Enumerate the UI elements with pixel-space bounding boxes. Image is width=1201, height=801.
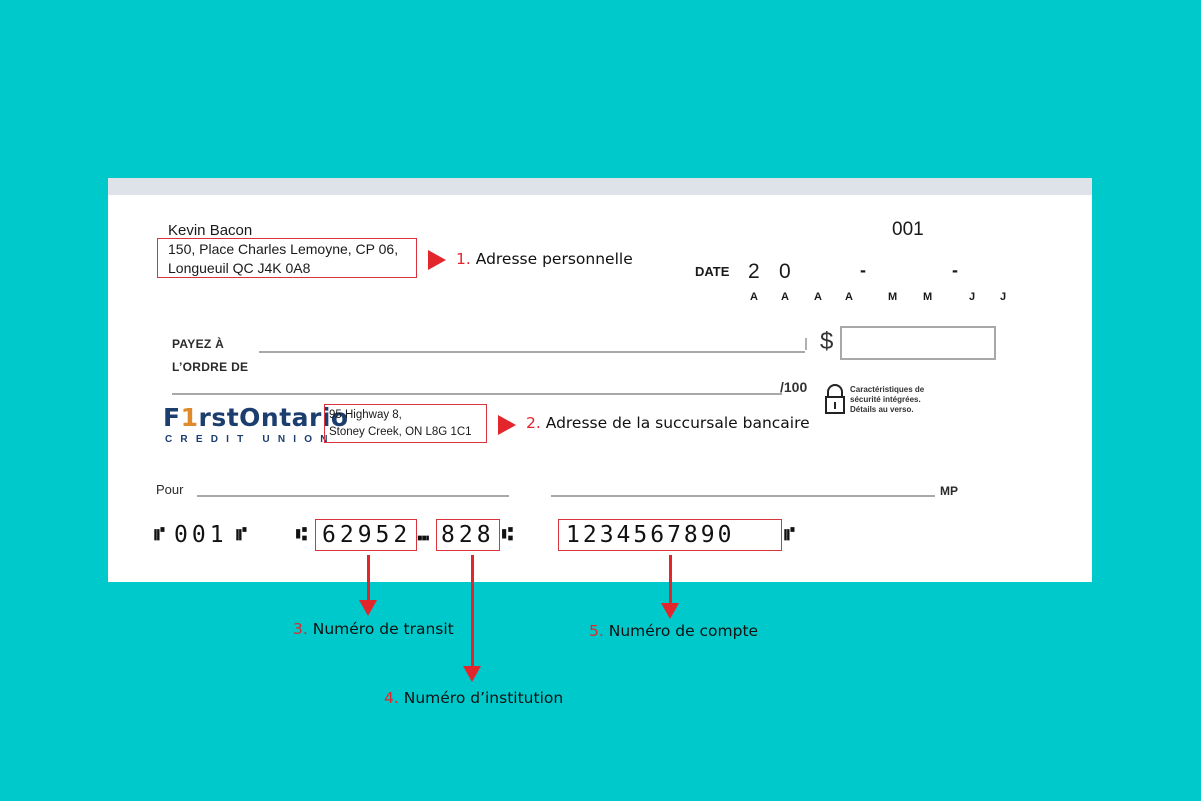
date-hint-year-3: A	[814, 291, 822, 303]
memo-label: Pour	[156, 482, 184, 497]
bank-logo	[163, 403, 349, 432]
holder-address-line-1: 150, Place Charles Lemoyne, CP 06,	[168, 241, 399, 257]
micr-cheque-number: 001	[174, 522, 228, 548]
annotation-transit-number: 3. Numéro de transit	[293, 620, 454, 638]
padlock-icon	[825, 383, 845, 415]
annotation-branch-address: 2. Adresse de la succursale bancaire	[526, 414, 810, 432]
cheque-header-strip	[108, 178, 1092, 195]
pay-to-label-line-2: L’ORDRE DE	[172, 360, 249, 374]
logo-accent: 1	[180, 403, 199, 432]
cheque-number: 001	[892, 219, 924, 240]
date-separator-2: -	[952, 260, 958, 280]
security-note-line-2: sécurité intégrées.	[850, 395, 921, 404]
dollar-sign: $	[820, 328, 834, 355]
security-note-line-1: Caractéristiques de	[850, 385, 925, 394]
annotation-institution-number: 4. Numéro d’institution	[384, 689, 564, 707]
bank-address-line-1: 95 Highway 8,	[329, 409, 402, 421]
date-hint-month-1: M	[888, 291, 898, 303]
pay-to-label-line-1: PAYEZ À	[172, 337, 225, 351]
arrow-down-icon	[359, 600, 377, 616]
amount-field[interactable]	[840, 326, 996, 360]
arrow-right-icon	[428, 250, 446, 270]
micr-institution-number: 828	[441, 522, 495, 548]
arrow-down-icon	[661, 603, 679, 619]
payee-line-end-tick	[805, 338, 807, 350]
written-amount-line[interactable]	[172, 393, 782, 395]
arrow-down-icon	[463, 666, 481, 682]
micr-account-number: 1234567890	[566, 522, 735, 548]
date-separator-1: -	[860, 260, 866, 280]
security-features-note	[850, 385, 924, 415]
cheque	[108, 178, 1092, 582]
date-hint-day-2: J	[1000, 291, 1007, 303]
micr-transit-symbol-end: ⑆	[502, 524, 513, 545]
bank-logo-subtitle: CREDIT UNION	[165, 434, 336, 445]
micr-dash-symbol: ⑉	[418, 524, 429, 545]
arrow-right-icon	[498, 415, 516, 435]
date-label: DATE	[695, 264, 730, 279]
signature-label: MP	[940, 484, 958, 498]
account-holder-name: Kevin Bacon	[168, 222, 253, 239]
micr-on-us-symbol-account: ⑈	[784, 524, 795, 545]
transit-arrow-line	[367, 555, 370, 602]
payee-line[interactable]	[259, 351, 805, 353]
date-hint-year-2: A	[781, 291, 789, 303]
date-hint-year-1: A	[750, 291, 758, 303]
account-arrow-line	[669, 555, 672, 605]
logo-suffix: rstOntario	[198, 403, 349, 432]
date-hint-year-4: A	[845, 291, 853, 303]
date-digit-2: 0	[779, 260, 791, 283]
logo-prefix: F	[163, 403, 181, 432]
signature-line[interactable]	[551, 495, 935, 497]
micr-on-us-symbol-start: ⑈	[154, 524, 165, 545]
holder-address-line-2: Longueuil QC J4K 0A8	[168, 260, 311, 276]
micr-transit-symbol-start: ⑆	[296, 524, 307, 545]
memo-line[interactable]	[197, 495, 509, 497]
annotation-account-number: 5. Numéro de compte	[589, 622, 759, 640]
institution-arrow-line	[471, 555, 474, 668]
bank-address-line-2: Stoney Creek, ON L8G 1C1	[329, 426, 472, 438]
micr-on-us-symbol-end: ⑈	[236, 524, 247, 545]
date-hint-day-1: J	[969, 291, 976, 303]
over-100-label: /100	[780, 379, 808, 395]
micr-transit-number: 62952	[322, 522, 412, 548]
annotation-personal-address: 1. Adresse personnelle	[456, 250, 633, 268]
security-note-line-3: Détails au verso.	[850, 405, 914, 414]
date-hint-month-2: M	[923, 291, 933, 303]
date-digit-1: 2	[748, 260, 760, 283]
